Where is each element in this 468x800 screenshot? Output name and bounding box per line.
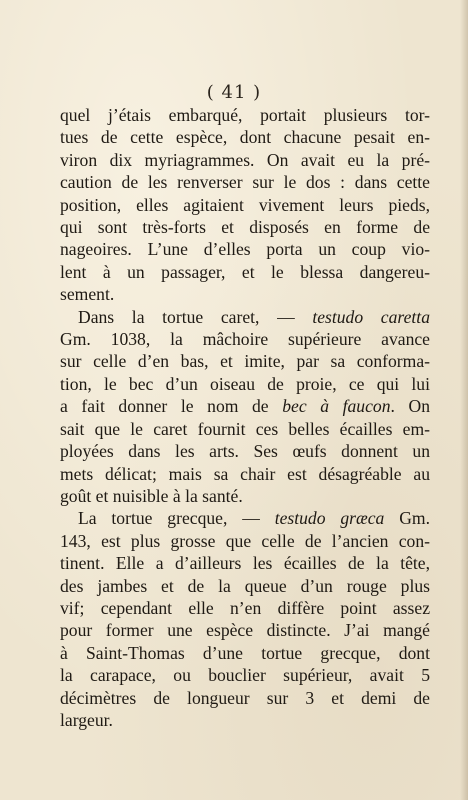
text-line: goût et nuisible à la santé. — [60, 485, 243, 506]
text-line: position, elles agitaient vivement leurs pieds, — [60, 194, 430, 215]
text-line: la carapace, ou bouclier supérieur, avait 5 — [60, 665, 430, 686]
paragraph-1 — [60, 104, 430, 306]
text-line: ployées dans les arts. Ses œufs donnent un — [60, 441, 430, 462]
text-line: nageoires. L’une d’elles porta un coup vio- — [60, 239, 430, 260]
text-line: lent à un passager, et le blessa dangereu- — [60, 261, 430, 282]
text-line: tues de cette espèce, dont chacune pesait en- — [60, 127, 430, 148]
text-line: caution de les renverser sur le dos : dans cette — [60, 172, 430, 193]
page-number: ( 41 ) — [206, 82, 262, 103]
text-line: sait que le caret fournit ces belles écailles em- — [60, 418, 430, 439]
text-line: à Saint-Thomas d’une tortue grecque, dont — [60, 642, 430, 663]
text-line: qui sont très-forts et disposés en forme de — [60, 217, 430, 238]
text-line: largeur. — [60, 709, 113, 730]
paragraph-3 — [60, 507, 430, 731]
body-text — [60, 104, 430, 731]
text-line: 143, est plus grosse que celle de l’ancien con- — [60, 530, 430, 551]
text-line: a fait donner le nom de bec à faucon. On — [60, 396, 430, 417]
text-line: mets délicat; mais sa chair est désagréable au — [60, 463, 430, 484]
text-line: pour former une espèce distincte. J’ai mangé — [60, 620, 430, 641]
text-line: La tortue grecque, — testudo græca Gm. — [78, 508, 431, 529]
text-line: décimètres de longueur sur 3 et demi de — [60, 687, 430, 708]
text-line: sement. — [60, 284, 115, 305]
text-line: vif; cependant elle n’en diffère point assez — [60, 597, 430, 618]
text-line: sur celle d’en bas, et imite, par sa conforma- — [60, 351, 430, 372]
text-line: Gm. 1038, la mâchoire supérieure avance — [60, 329, 430, 350]
text-line: Dans la tortue caret, — testudo caretta — [78, 306, 430, 327]
text-line: des jambes et de la queue d’un rouge plus — [60, 575, 430, 596]
page-edge-shadow — [460, 0, 468, 800]
paragraph-2 — [60, 306, 430, 508]
text-line: tion, le bec d’un oiseau de proie, ce qui lui — [60, 373, 430, 394]
text-line: tinent. Elle a d’ailleurs les écailles de la tête, — [60, 553, 430, 574]
text-line: viron dix myriagrammes. On avait eu la pré- — [60, 149, 430, 170]
text-line: quel j’étais embarqué, portait plusieurs tor- — [60, 105, 430, 125]
